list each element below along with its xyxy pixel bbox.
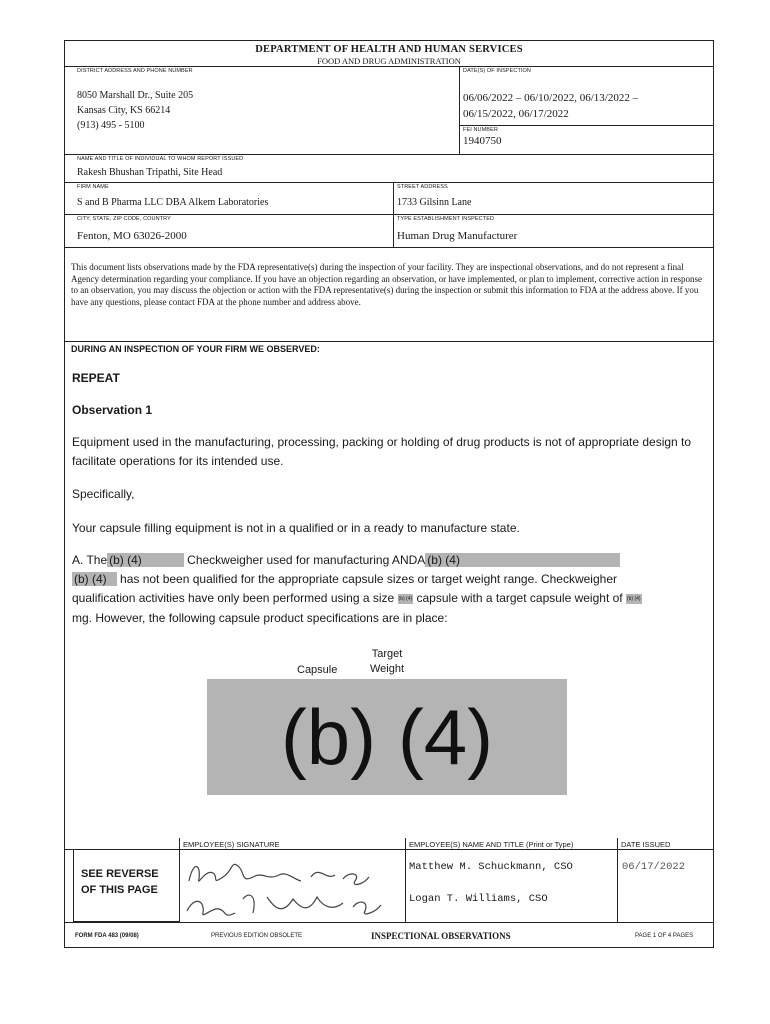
employee-name-2: Logan T. Williams, CSO: [409, 893, 548, 905]
issued-to-label: NAME AND TITLE OF INDIVIDUAL TO WHOM REPORT ISSUED: [77, 156, 244, 162]
grid-line: [65, 154, 713, 155]
column-target-weight: [365, 647, 409, 677]
column-target-weight-line: Target: [371, 648, 403, 660]
grid-line: [65, 182, 713, 183]
grid-line: [459, 66, 460, 154]
see-reverse-text: [81, 866, 159, 898]
intro-paragraph: This document lists observations made by the FDA representative(s) during the inspection of your facility. They are inspectional observations, and do not represent a final Agency determination regarding your compliance. If you have an objection regarding an observation, or have implemented, or plan to implement, corrective action in response to an observation, you may discuss the objection or action with the FDA representative(s) during the inspection or submit this information to FDA at the address above. If you have any questions, please contact FDA at the phone number and address above.: [71, 262, 703, 307]
see-reverse-line: OF THIS PAGE: [81, 884, 158, 896]
grid-line: [65, 66, 713, 67]
type-label: TYPE ESTABLISHMENT INSPECTED: [397, 216, 495, 222]
observed-heading: DURING AN INSPECTION OF YOUR FIRM WE OBSERVED:: [71, 344, 320, 354]
para-a-line-4: mg. However, the following capsule product specifications are in place:: [72, 611, 448, 625]
city-value: Fenton, MO 63026-2000: [77, 230, 187, 242]
para-a-prefix: A. The: [72, 553, 108, 567]
para-a-text: qualification activities have only been performed using a size: [72, 591, 395, 605]
see-reverse-box: [73, 849, 179, 922]
repeat-label: REPEAT: [72, 371, 120, 385]
establishment-type: Human Drug Manufacturer: [397, 230, 518, 242]
district-address: [77, 88, 193, 133]
grid-line: [65, 922, 713, 923]
para-a-line-3: [72, 589, 702, 609]
fei-label: FEI NUMBER: [463, 127, 498, 133]
observation-title: Observation 1: [72, 403, 153, 417]
fei-number: 1940750: [463, 135, 502, 147]
form-number: FORM FDA 483 (09/08): [75, 933, 139, 939]
date-issued: 06/17/2022: [622, 861, 686, 873]
grid-line: [65, 247, 713, 248]
department-title: DEPARTMENT OF HEALTH AND HUMAN SERVICES: [255, 44, 523, 55]
district-line: Kansas City, KS 66214: [77, 105, 171, 116]
fda-483-form: [64, 40, 714, 948]
agency-title: FOOD AND DRUG ADMINISTRATION: [317, 56, 461, 66]
grid-line: [179, 838, 180, 922]
dates-label: DATE(S) OF INSPECTION: [463, 68, 532, 74]
dates-line: 06/06/2022 – 06/10/2022, 06/13/2022 –: [463, 92, 639, 104]
street-label: STREET ADDRESS: [397, 184, 448, 190]
column-target-weight-line: Weight: [369, 663, 405, 675]
employee-name-1: Matthew M. Schuckmann, CSO: [409, 861, 573, 873]
table-redaction: (b) (4): [207, 679, 567, 795]
district-label: DISTRICT ADDRESS AND PHONE NUMBER: [77, 68, 193, 74]
see-reverse-line: SEE REVERSE: [81, 868, 159, 880]
grid-line: [617, 838, 618, 922]
grid-line: [405, 838, 406, 922]
redaction: (b) (4): [72, 572, 117, 586]
redaction-small: (b) (4): [398, 596, 413, 602]
firm-label: FIRM NAME: [77, 184, 109, 190]
para-a-line-1: [72, 551, 702, 570]
capsule-statement: Your capsule filling equipment is not in a qualified or in a ready to manufacture state.: [72, 521, 520, 535]
grid-line: [65, 341, 713, 342]
page-number: PAGE 1 OF 4 PAGES: [635, 933, 694, 939]
inspection-dates: [463, 90, 638, 122]
dates-line: 06/15/2022, 06/17/2022: [463, 108, 569, 120]
para-a-line-2: [72, 570, 702, 589]
signature-label: EMPLOYEE(S) SIGNATURE: [183, 840, 280, 849]
city-label: CITY, STATE, ZIP CODE, COUNTRY: [77, 216, 171, 222]
redaction: (b) (4): [425, 553, 620, 567]
grid-line: [65, 214, 713, 215]
previous-edition: PREVIOUS EDITION OBSOLETE: [211, 933, 303, 939]
grid-line: [459, 125, 713, 126]
observation-text: Equipment used in the manufacturing, processing, packing or holding of drug products is not of appropriate design to facilitate operations for its intended use.: [72, 435, 692, 468]
firm-name: S and B Pharma LLC DBA Alkem Laboratories: [77, 197, 269, 208]
column-capsule: Capsule: [297, 664, 338, 676]
date-issued-label: DATE ISSUED: [621, 840, 671, 849]
district-line: (913) 495 - 5100: [77, 120, 145, 131]
para-a-text: Checkweigher used for manufacturing ANDA: [187, 553, 426, 567]
redaction-small: (b) (4): [626, 596, 641, 602]
para-a-text: capsule with a target capsule weight of: [416, 591, 623, 605]
specifically-text: Specifically,: [72, 487, 135, 501]
signature-image: [183, 851, 403, 921]
para-a-text: has not been qualified for the appropriate capsule sizes or target weight range. Checkweigher: [120, 572, 617, 586]
district-line: 8050 Marshall Dr., Suite 205: [77, 90, 194, 101]
street-address: 1733 Gilsinn Lane: [397, 197, 472, 208]
grid-line: [393, 182, 394, 247]
paragraph-a: [72, 551, 702, 628]
redaction: (b) (4): [107, 553, 184, 567]
names-label: EMPLOYEE(S) NAME AND TITLE (Print or Type): [409, 840, 574, 849]
issued-to-value: Rakesh Bhushan Tripathi, Site Head: [77, 167, 223, 178]
form-title: INSPECTIONAL OBSERVATIONS: [371, 931, 511, 941]
